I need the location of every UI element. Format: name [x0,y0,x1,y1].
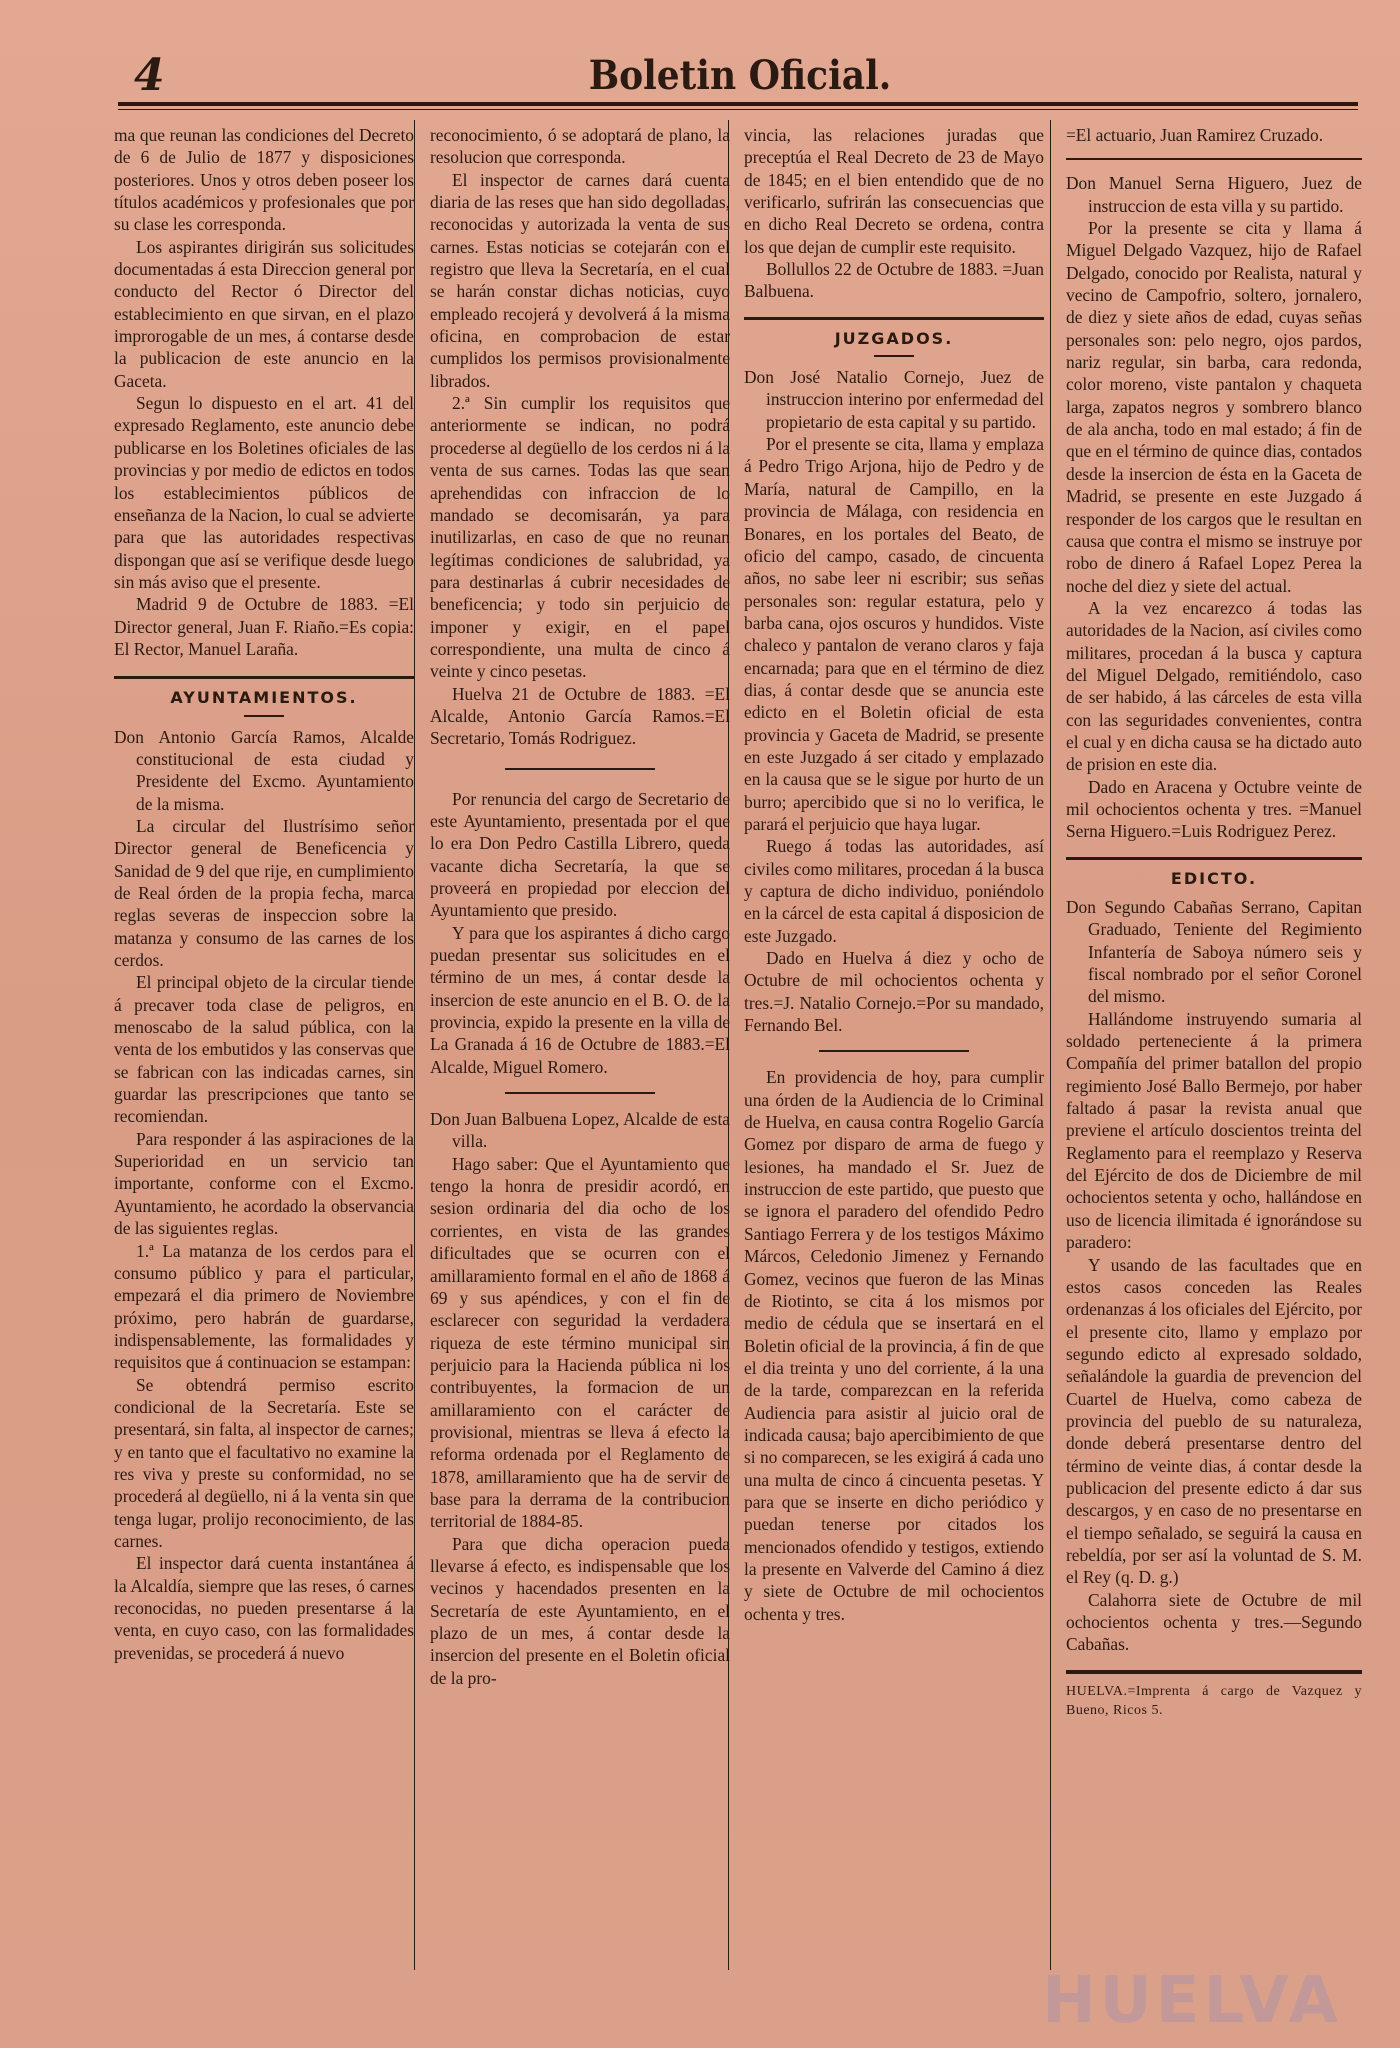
ornament-icon [239,712,289,720]
paragraph: Por el presente se cita, llama y emplaza á Pedro Trigo Arjona, hijo de Pedro y de María, natural de Campillo, en la provincia de Málaga, con residencia en Bonares, en los portales del Beato, de oficio del campo, casado, de cincuenta años, no sabe leer ni escribir; sus señas personales son: regular estatura, pelo y barba cana, ojos oscuros y hundidos. Viste chaleco y pantalon de verano claros y faja encarnada; para que en el término de diez dias, á contar desde que se anuncia este edicto en el Boletin oficial de esta provincia y Gaceta de Madrid, se presente en este Juzgado á ser citado y emplazado en la causa que se le sigue por hurto de un burro; apercibido que si no lo verifica, le parará el perjuicio que haya lugar. [744,434,1044,834]
paragraph: Para que dicha operacion pueda llevarse á efecto, es indispensable que los vecinos y hacendados presenten en la Secretaría de este Ayuntamiento, en el plazo de un mes, á contar desde la insercion del presente en el Boletin oficial de la pro- [430,1533,730,1688]
header-rule-thin [118,109,1358,110]
paragraph: El principal objeto de la circular tiende á precaver toda clase de peligros, en menoscabo de la salud pública, con la venta de los embutidos y las conservas que se fabrican con las indicadas carnes, sin guardar las prescripciones que tanto se recomiendan. [114,972,414,1127]
paragraph: Y para que los aspirantes á dicho cargo puedan presentar sus solicitudes en el término de un mes, á contar desde la insercion de este anuncio en el B. O. de la provincia, expido la presente en la villa de La Granada á 16 de Octubre de 1883.=El Alcalde, Miguel Romero. [430,922,730,1077]
paragraph: vincia, las relaciones juradas que preceptúa el Real Decreto de 23 de Mayo de 1845; en el bien entendido que de no verificarlo, sufrirán las consecuencias que en dicho Real Decreto se ordena, contra los que dejan de cumplir este requisito. [744,125,1044,257]
paragraph: Hallándome instruyendo sumaria al soldado perteneciente á la primera Compañía del primer batallon del propio regimiento José Ballo Bermejo, por haber faltado á pasar la revista anual que previene el artículo doscientos treinta del Reglamento para el reemplazo y Reserva del Ejército de dos de Diciembre de mil ochocientos setenta y ocho, hallándose en uso de licencia ilimitada é ignorándose su paradero: [1066,1008,1362,1253]
column-2 [430,124,730,1689]
paragraph: Huelva 21 de Octubre de 1883. =El Alcalde, Antonio García Ramos.=El Secretario, Tomás Rodriguez. [430,683,730,749]
paragraph: Ruego á todas las autoridades, así civiles como militares, procedan á la busca y captura de dicho individuo, poniéndolo en la cárcel de esta capital á disposicion de este Juzgado. [744,836,1044,946]
paragraph: ma que reunan las condiciones del Decreto de 6 de Julio de 1877 y disposiciones posteriores. Unos y otros deben poseer los títulos académicos y profesionales que por su clase les corresponda. [114,125,414,235]
paragraph: Don Manuel Serna Higuero, Juez de instruccion de esta villa y su partido. [1066,173,1362,216]
paragraph: Madrid 9 de Octubre de 1883. =El Director general, Juan F. Riaño.=Es copia: El Rector, Manuel Laraña. [114,594,414,659]
section-heading: AYUNTAMIENTOS. [170,688,358,708]
printer-imprint: HUELVA.=Imprenta á cargo de Vazquez y Bueno, Ricos 5. [1066,1683,1362,1718]
end-rule [1066,1670,1362,1674]
section-heading: EDICTO. [1170,868,1258,888]
paragraph: =El actuario, Juan Ramirez Cruzado. [1066,125,1324,145]
column-4 [1066,124,1362,1720]
paragraph: Don Segundo Cabañas Serrano, Capitan Graduado, Teniente del Regimiento Infantería de Saboya número seis y fiscal nombrado por el señor Coronel del mismo. [1066,897,1362,1007]
paragraph: Los aspirantes dirigirán sus solicitudes documentadas á esta Direccion general por conducto del Rector ó Director del establecimiento en que sirvan, en el plazo improrogable de un mes, á contarse desde la publicacion de este anuncio en la Gaceta. [114,236,414,391]
paragraph: En providencia de hoy, para cumplir una órden de la Audiencia de lo Criminal de Huelva, en causa contra Rogelio García Gomez por disparo de arma de fuego y lesiones, ha mandado el Sr. Juez de instruccion de este partido, que puesto que se ignora el paradero del ofendido Pedro Santiago Ferrera y de los testigos Máximo Márcos, Celedonio Jimenez y Fernando Gomez, vecinos que fueron de las Minas de Riotinto, se cita á los mismos por medio de cédula que se insertará en el Boletin oficial de la provincia, á fin de que el dia treinta y uno del corriente, á la una de la tarde, comparezcan en la referida Audiencia para asistir al juicio oral de indicada causa; bajo apercibimiento de que si no comparecen, se les exigirá á cada uno una multa de cinco á cincuenta pesetas. Y para que se inserte en dicho periódico y puedan tenerse por citados los mencionados ofendido y testigos, extiendo la presente en Valverde del Camino á diez y siete de Octubre de mil ochocientos ochenta y tres. [744,1067,1044,1624]
paragraph: Bollullos 22 de Octubre de 1883. =Juan Balbuena. [744,259,1044,302]
column-1 [114,124,414,1664]
page-number: 4 [134,50,165,101]
paragraph: 1.ª La matanza de los cerdos para el consumo público y para el particular, empezará el dia primero de Noviembre próximo, pero habrán de guardarse, indispensablemente, las formalidades y requisitos que á continuacion se estampan: [114,1240,414,1373]
separator-rule [819,1050,969,1052]
section-rule [744,317,1044,320]
header-rule [118,102,1358,106]
paragraph: Por renuncia del cargo de Secretario de este Ayuntamiento, presentada por el que lo era Don Pedro Castilla Librero, queda vacante dicha Secretaría, la que se proveerá en propiedad por eleccion del Ayuntamiento que presido. [430,788,730,921]
column-3 [744,124,1044,1625]
paragraph: El inspector dará cuenta instantánea á la Alcaldía, siempre que las reses, ó carnes reconocidas, no pueden presentarse á la venta, en cuyo caso, con las formalidades prevenidas, se procederá á nuevo [114,1553,414,1663]
separator-rule [1066,158,1362,160]
paragraph: El inspector de carnes dará cuenta diaria de las reses que han sido degolladas, reconocidas y autorizada la venta de sus carnes. Estas noticias se cotejarán con el registro que lleva la Secretaría, en el cual se harán constar dichas noticias, cuyo empleado recojerá y devolverá á la misma oficina, en comprobacion de estar cumplidos los permisos provisionalmente librados. [430,169,730,391]
ornament-icon [869,352,919,360]
column-divider [414,120,415,1970]
paragraph: Dado en Aracena y Octubre veinte de mil ochocientos ochenta y tres. =Manuel Serna Higuero.=Luis Rodriguez Perez. [1066,776,1362,842]
paragraph: Don Juan Balbuena Lopez, Alcalde de esta villa. [430,1109,730,1152]
separator-rule [505,1092,655,1094]
section-heading: JUZGADOS. [834,328,954,348]
section-rule [1066,857,1362,860]
page-title: Boletin Oficial. [588,52,892,99]
paragraph: reconocimiento, ó se adoptará de plano, la resolucion que corresponda. [430,125,730,168]
page-header [120,50,1360,102]
separator-rule [505,768,655,770]
paragraph: Y usando de las facultades que en estos casos conceden las Reales ordenanzas á los oficiales del Ejército, por el presente cito, llamo y emplazo por segundo edicto al expresado soldado, señalándole la guardia de prevencion del Cuartel de Huelva, como cabeza de provincia del pueblo de su naturaleza, donde deberá presentarse dentro del término de veinte dias, á contar desde la publicacion del presente edicto á dar sus descargos, y en caso de no presentarse en el tiempo señalado, se seguirá la causa en rebeldía, por ser así la voluntad de S. M. el Rey (q. D. g.) [1066,1254,1362,1588]
paragraph: Segun lo dispuesto en el art. 41 del expresado Reglamento, este anuncio debe publicarse en los Boletines oficiales de las provincias y por medio de edictos en todos los establecimientos públicos de enseñanza de la Nacion, lo cual se advierte para que las autoridades respectivas dispongan que así se verifique desde luego sin más aviso que el presente. [114,393,414,592]
section-rule [114,676,414,679]
paragraph: La circular del Ilustrísimo señor Director general de Beneficencia y Sanidad de 9 del que rije, en cumplimiento de Real órden de la propia fecha, marca reglas severas de inspeccion sobre la matanza y consumo de las carnes de los cerdos. [114,815,414,971]
paragraph: A la vez encarezco á todas las autoridades de la Nacion, así civiles como militares, procedan á la busca y captura del Miguel Delgado, remitiéndolo, caso de ser habido, á las cárceles de esta villa con las seguridades convenientes, contra el cual y en dicha causa se ha dictado auto de prision en este dia. [1066,597,1362,775]
paragraph: Dado en Huelva á diez y ocho de Octubre de mil ochocientos ochenta y tres.=J. Natalio Cornejo.=Por su mandado, Fernando Bel. [744,948,1044,1036]
paragraph: Calahorra siete de Octubre de mil ochocientos ochenta y tres.—Segundo Cabañas. [1066,1589,1362,1655]
paragraph: Don José Natalio Cornejo, Juez de instruccion interino por enfermedad del propietario de esta capital y su partido. [744,367,1044,432]
paragraph: Para responder á las aspiraciones de la Superioridad en un servicio tan importante, conforme con el Excmo. Ayuntamiento, he acordado la observancia de las siguientes reglas. [114,1128,414,1239]
paragraph: 2.ª Sin cumplir los requisitos que anteriormente se indican, no podrá procederse al degüello de los cerdos ni á la venta de sus carnes. Todas las que sean aprehendidas con infraccion de lo mandado se decomisarán, ya para inutilizarlas, en caso de que no reunan legítimas condiciones de salubridad, ya para destinarlas á cubrir necesidades de beneficencia; y todo sin perjuicio de imponer y exigir, en el papel correspondiente, una multa de cinco á veinte y cinco pesetas. [430,393,730,682]
paragraph: Don Antonio García Ramos, Alcalde constitucional de esta ciudad y Presidente del Excmo. Ayuntamiento de la misma. [114,726,414,814]
paragraph: Hago saber: Que el Ayuntamiento que tengo la honra de presidir acordó, en sesion ordinaria del dia ocho de los corrientes, en vista de las grandes dificultades que se ocurren con el amillaramiento formal en el año de 1868 á 69 y sus apéndices, y con el fin de esclarecer con seguridad la verdadera riqueza de este término municipal sin perjuicio para la Hacienda pública ni los contribuyentes, la formacion de un amillaramiento con el carácter de provisional, mientras se lleva á efecto la reforma ordenada por el Reglamento de 1878, amillaramiento que ha de servir de base para la derrama de la contribucion territorial de 1884-85. [430,1153,730,1532]
paragraph: Por la presente se cita y llama á Miguel Delgado Vazquez, hijo de Rafael Delgado, conocido por Realista, natural y vecino de Campofrio, soltero, jornalero, de diez y siete años de edad, cuyas señas personales son: pelo negro, ojos pardos, nariz regular, sin barba, cara redonda, color moreno, viste pantalon y chaqueta larga, zapatos negros y sombrero blanco de ala ancha, todo en mal estado; á fin de que en el término de quince dias, contados desde la insercion de ésta en la Gaceta de Madrid, se presente en este Juzgado á responder de los cargos que le resultan en causa que contra el mismo se instruye por robo de dinero á Rafael Lopez Perea la noche del diez y siete del actual. [1066,218,1362,596]
watermark-logo: HUELVA [1042,1964,1342,2038]
column-divider [1050,120,1051,1970]
paragraph: Se obtendrá permiso escrito condicional de la Secretaría. Este se presentará, sin falta, al inspector de carnes; y en tanto que el facultativo no examine la res viva y preste su conformidad, no se procederá al degüello, ni á la venta sin que tenga lugar, prolijo reconocimiento, de las carnes. [114,1374,414,1551]
